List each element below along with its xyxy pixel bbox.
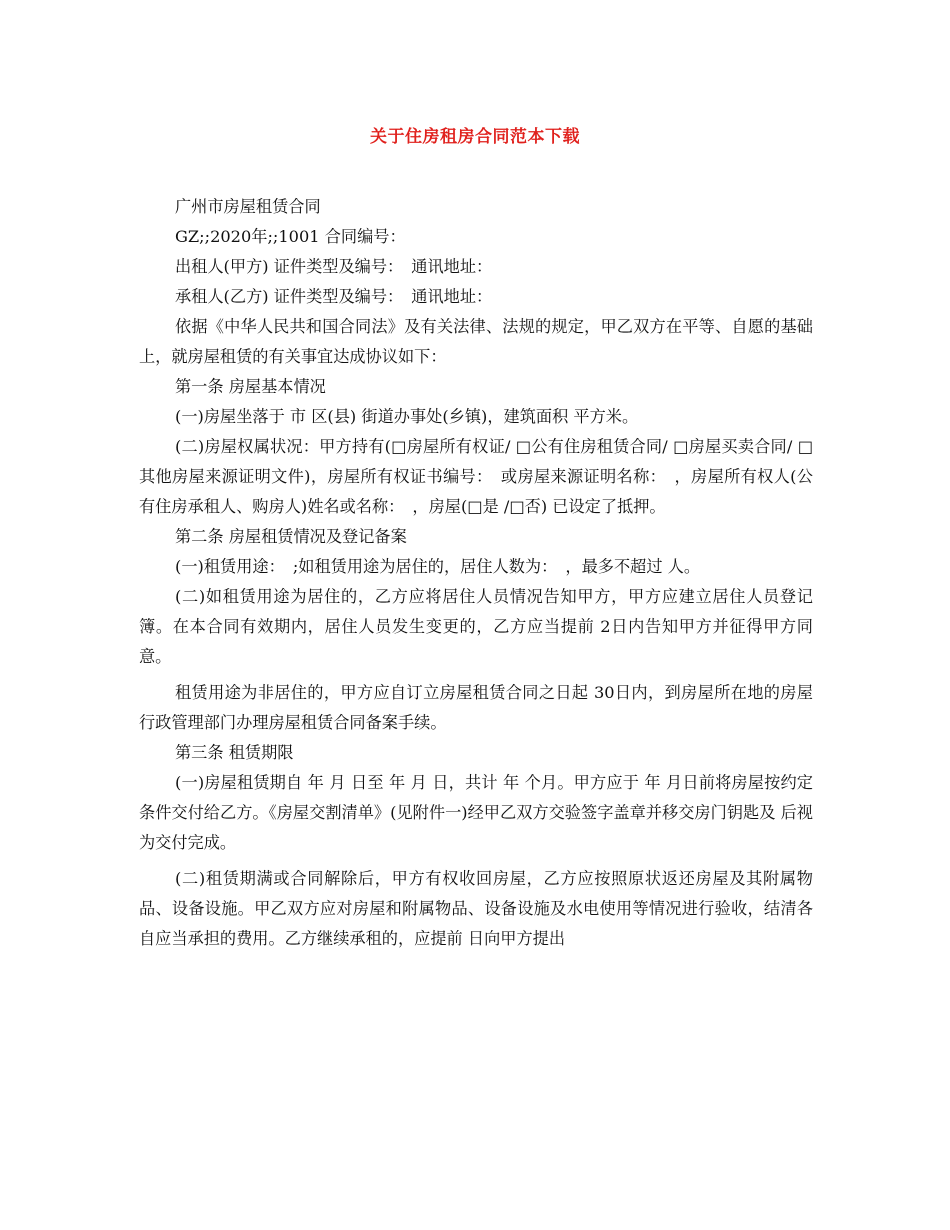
article-heading-2: 第二条 房屋租赁情况及登记备案 (175, 527, 407, 546)
paragraph-expiry: (二)租赁期满或合同解除后，甲方有权收回房屋，乙方应按照原状返还房屋及其附属物品、设备设施。甲乙双方应对房屋和附属物品、设备设施及水电使用等情况进行验收，结清各自应当承担的费用。乙方继续承租的，应提前 日向甲方提出 (139, 869, 813, 948)
paragraph-residents: (二)如租赁用途为居住的，乙方应将居住人员情况告知甲方，甲方应建立居住人员登记簿。在本合同有效期内，居住人员发生变更的，乙方应当提前 2日内告知甲方并征得甲方同意。 (139, 587, 813, 666)
paragraph-preamble: 依据《中华人民共和国合同法》及有关法律、法规的规定，甲乙双方在平等、自愿的基础上，就房屋租赁的有关事宜达成协议如下： (139, 317, 813, 366)
paragraph-ownership: (二)房屋权属状况：甲方持有(□房屋所有权证/ □公有住房租赁合同/ □房屋买卖合同/ □其他房屋来源证明文件)，房屋所有权证书编号： 或房屋来源证明名称： ，房屋所有权人(公有住房承租人、购房人)姓名或名称： ，房屋(□是 /□否) 已设定了抵押。 (139, 437, 813, 516)
paragraph-lessor: 出租人(甲方) 证件类型及编号： 通讯地址： (175, 257, 493, 276)
article-heading-3: 第三条 租赁期限 (175, 743, 294, 762)
document-title: 关于住房租房合同范本下载 (370, 127, 580, 147)
paragraph-location: (一)房屋坐落于 市 区(县) 街道办事处(乡镇)，建筑面积 平方米。 (175, 407, 639, 426)
paragraph-contract-number: GZ;;2020年;;1001 合同编号： (175, 227, 406, 246)
paragraph-registration: 租赁用途为非居住的，甲方应自订立房屋租赁合同之日起 30日内，到房屋所在地的房屋行政管理部门办理房屋租赁合同备案手续。 (139, 683, 813, 732)
article-heading-1: 第一条 房屋基本情况 (175, 377, 326, 396)
paragraph-term: (一)房屋租赁期自 年 月 日至 年 月 日，共计 年 个月。甲方应于 年 月日前将房屋按约定条件交付给乙方。《房屋交割清单》(见附件一)经甲乙双方交验签字盖章并移交房门钥匙及 后视为交付完成。 (139, 773, 813, 852)
document-body (139, 192, 813, 954)
paragraph-lessee: 承租人(乙方) 证件类型及编号： 通讯地址： (175, 287, 493, 306)
paragraph-contract-name: 广州市房屋租赁合同 (175, 197, 321, 216)
paragraph-usage: (一)租赁用途： ;如租赁用途为居住的，居住人数为： ，最多不超过 人。 (175, 557, 701, 576)
